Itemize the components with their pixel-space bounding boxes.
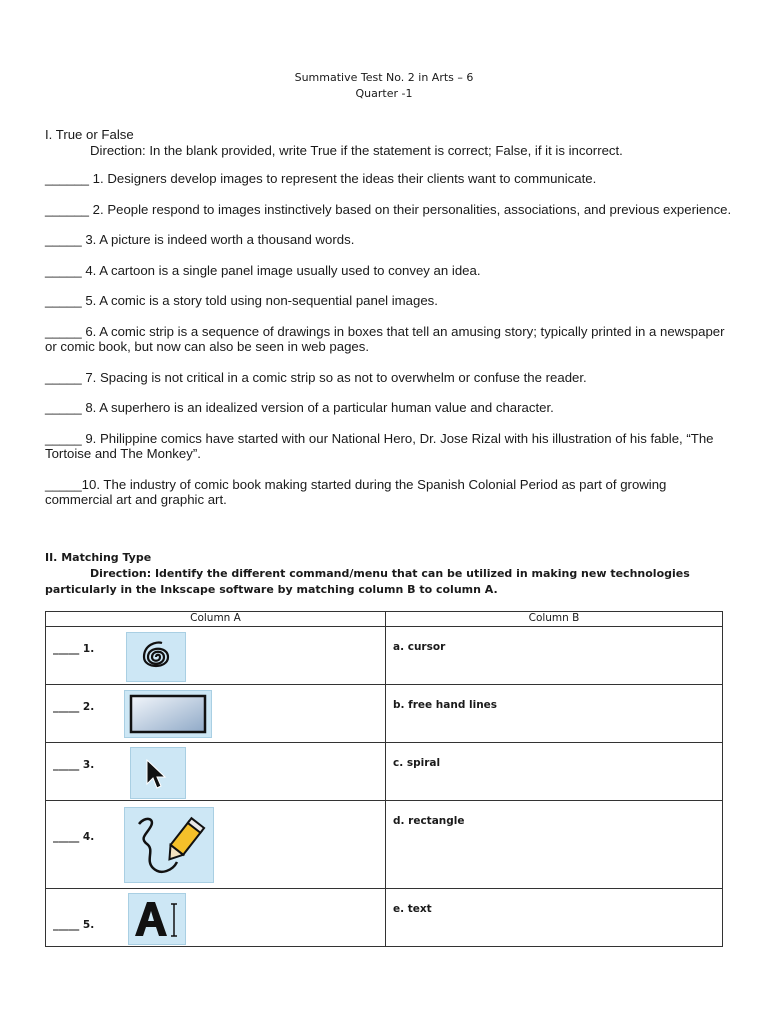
- answer-option: a. cursor: [386, 627, 723, 685]
- item-number: _____ 1.: [53, 643, 95, 655]
- question-item: _____10. The industry of comic book making started during the Spanish Colonial Period as part of growing commercial art and graphic art.: [45, 476, 667, 507]
- section-heading: I. True or False: [45, 127, 134, 142]
- cursor-arrow-icon: [130, 747, 186, 799]
- table-row: [46, 627, 723, 685]
- question-item: _____ 6. A comic strip is a sequence of drawings in boxes that tell an amusing story; typically printed in a newspaper or comic book, but now can also be seen in web pages.: [45, 323, 725, 354]
- question-item: ______ 1. Designers develop images to represent the ideas their clients want to communicate.: [45, 171, 597, 186]
- section-direction: Direction: Identify the different command/menu that can be utilized in making new technologies particularly in the Inkscape software by matching column B to column A.: [45, 567, 690, 596]
- item-number: _____ 4.: [53, 831, 95, 843]
- section-direction: Direction: In the blank provided, write True if the statement is correct; False, if it is incorrect.: [90, 142, 623, 158]
- text-tool-icon: [128, 893, 186, 945]
- answer-option: d. rectangle: [386, 801, 723, 889]
- item-number: _____ 2.: [53, 701, 95, 713]
- question-item: _____ 7. Spacing is not critical in a comic strip so as not to overwhelm or confuse the reader.: [45, 369, 587, 385]
- question-item: ______ 2. People respond to images instinctively based on their personalities, associations, and previous experience.: [45, 201, 732, 217]
- table-row: [46, 889, 723, 947]
- test-title: Summative Test No. 2 in Arts – 6: [294, 71, 474, 84]
- matching-section: [45, 550, 735, 598]
- table-row: [46, 743, 723, 801]
- question-item: _____ 8. A superhero is an idealized version of a particular human value and character.: [45, 400, 554, 415]
- true-false-section: [45, 127, 735, 523]
- question-item: _____ 5. A comic is a story told using non-sequential panel images.: [45, 293, 438, 308]
- answer-option: e. text: [386, 889, 723, 947]
- freehand-pencil-icon: [124, 807, 214, 883]
- column-b-header: Column B: [386, 612, 723, 627]
- answer-option: b. free hand lines: [386, 685, 723, 743]
- table-row: [46, 685, 723, 743]
- title-block: [0, 70, 768, 102]
- quarter-label: Quarter -1: [355, 87, 413, 100]
- section-heading: II. Matching Type: [45, 551, 152, 564]
- question-item: _____ 3. A picture is indeed worth a thousand words.: [45, 232, 355, 247]
- column-a-header: Column A: [46, 612, 386, 627]
- question-item: _____ 4. A cartoon is a single panel image usually used to convey an idea.: [45, 262, 481, 278]
- question-item: _____ 9. Philippine comics have started with our National Hero, Dr. Jose Rizal with his illustration of his fable, “The Tortoise and The Monkey”.: [45, 430, 714, 461]
- table-row: [46, 801, 723, 889]
- item-number: _____ 3.: [53, 759, 95, 771]
- item-number: _____ 5.: [53, 919, 95, 931]
- matching-table: [45, 611, 723, 947]
- spiral-icon: [126, 632, 186, 682]
- rectangle-icon: [124, 690, 212, 738]
- answer-option: c. spiral: [386, 743, 723, 801]
